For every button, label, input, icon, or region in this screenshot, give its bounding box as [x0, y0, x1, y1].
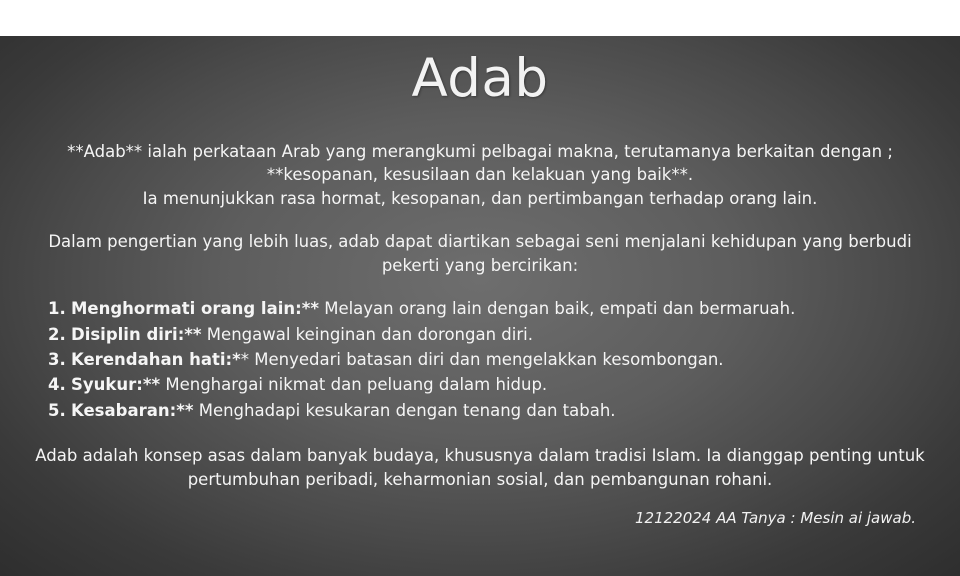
list-item-bold: Kerendahan hati:*: [71, 349, 241, 369]
closing-paragraph: Adab adalah konsep asas dalam banyak budaya, khususnya dalam tradisi Islam. Ia dianggap penting untuk pertumbuhan peribadi, keharmonian sosial, dan pembangunan rohani.: [35, 446, 925, 489]
intro-line-3: Ia menunjukkan rasa hormat, kesopanan, dan pertimbangan terhadap orang lain.: [142, 188, 818, 208]
list-item-bold: Syukur:**: [71, 375, 161, 395]
list-item: [34, 399, 926, 422]
slide-body: [34, 140, 926, 529]
list-item-text: Melayan orang lain dengan baik, empati dan bermaruah.: [318, 299, 796, 319]
lead-in-paragraph: Dalam pengertian yang lebih luas, adab dapat diartikan sebagai seni menjalani kehidupan yang berbudi pekerti yang bercirikan:: [48, 232, 912, 275]
list-item-bold: Disiplin diri:**: [71, 324, 202, 344]
list-item-bold: Menghormati orang lain:**: [71, 299, 319, 319]
list-item-bold: Kesabaran:**: [71, 400, 194, 420]
list-item: [34, 297, 926, 320]
list-item: [34, 373, 926, 396]
slide-footer-note: 12122024 AA Tanya : Mesin ai jawab.: [634, 508, 916, 527]
intro-line-1: **Adab** ialah perkataan Arab yang merangkumi pelbagai makna, terutamanya berkaitan dengan ;: [67, 142, 893, 161]
list-item-number: 3.: [48, 349, 66, 369]
characteristics-list: [34, 297, 926, 422]
intro-line-2: **kesopanan, kesusilaan dan kelakuan yang baik**.: [266, 165, 694, 185]
list-item: [34, 348, 926, 371]
list-item-number: 1.: [48, 299, 66, 319]
list-item-text: Menghadapi kesukaran dengan tenang dan tabah.: [193, 400, 616, 420]
list-item-number: 2.: [48, 324, 66, 344]
slide-title: Adab: [411, 47, 549, 109]
list-item-text: Mengawal keinginan dan dorongan diri.: [201, 324, 533, 344]
list-item: [34, 323, 926, 346]
list-item-text: * Menyedari batasan diri dan mengelakkan kesombongan.: [240, 349, 724, 369]
list-item-text: Menghargai nikmat dan peluang dalam hidup.: [160, 375, 548, 395]
list-item-number: 5.: [48, 400, 66, 420]
list-item-number: 4.: [48, 375, 66, 395]
slide-canvas: [0, 36, 960, 576]
